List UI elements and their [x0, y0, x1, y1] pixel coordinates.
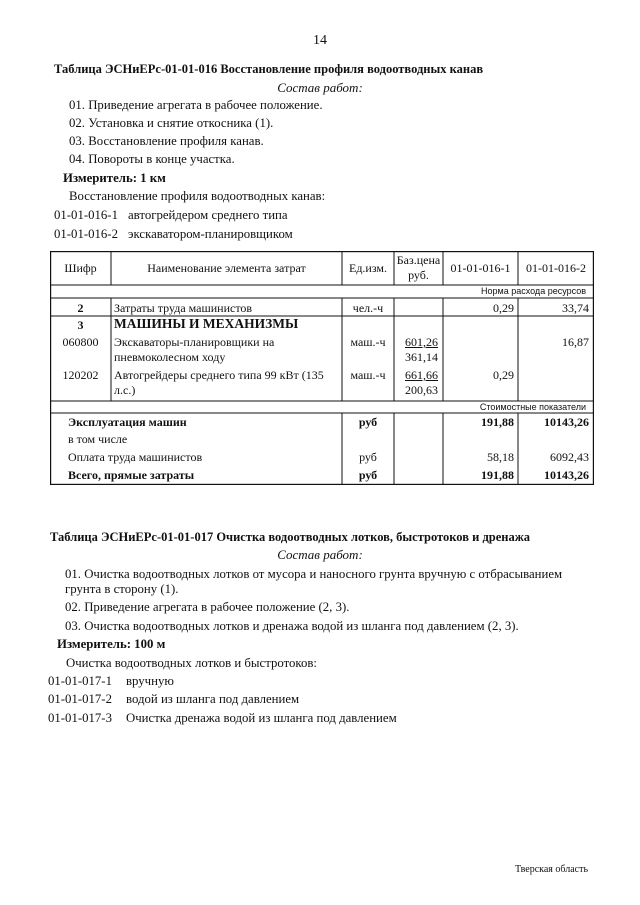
table2-composition-heading: Состав работ: [277, 547, 363, 562]
row-labor-v1: 0,29 [493, 301, 514, 315]
table2-code-2-desc: водой из шланга под давлением [126, 692, 300, 706]
col-cipher-header: Шифр [64, 261, 97, 275]
table1-step-3: 03. Восстановление профиля канав. [69, 134, 264, 148]
col-unit-header: Ед.изм. [348, 261, 388, 275]
table2-step-1-line-2: грунта в сторону (1). [65, 582, 179, 596]
footer-region: Тверская область [515, 864, 589, 875]
table2-code-1-desc: вручную [126, 674, 174, 688]
table1-code-1: 01-01-016-1 [54, 208, 118, 222]
page-number: 14 [313, 33, 327, 48]
table1-measure-desc: Восстановление профиля водоотводных канав: [69, 189, 326, 203]
row-grader-unit: маш.-ч [350, 368, 386, 382]
row-excavator-name-l1: Экскаваторы-планировщики на [114, 335, 275, 349]
row-total-name: Всего, прямые затраты [68, 468, 195, 482]
col-c2-header: 01-01-016-2 [526, 261, 586, 275]
table1-measure: Измеритель: 1 км [63, 171, 166, 185]
table1-grid [50, 251, 594, 485]
row-grader-name-l1: Автогрейдеры среднего типа 99 кВт (135 [114, 368, 324, 382]
row-excavator-price-bottom: 361,14 [405, 350, 438, 364]
row-exploit-v1: 191,88 [481, 415, 514, 429]
table2-code-2: 01-01-017-2 [48, 692, 112, 706]
row-total-v1: 191,88 [481, 468, 514, 482]
row-exploit-name: Эксплуатация машин [68, 415, 187, 429]
table2-code-1: 01-01-017-1 [48, 674, 112, 688]
row-labor-v2: 33,74 [562, 301, 589, 315]
row-grader-v1: 0,29 [493, 368, 514, 382]
row-incl-name: в том числе [68, 432, 128, 446]
col-c1-header: 01-01-016-1 [450, 261, 511, 275]
row-pay-v2: 6092,43 [550, 450, 589, 464]
section-machines-title: МАШИНЫ И МЕХАНИЗМЫ [114, 316, 299, 331]
table2-step-1-line-1: 01. Очистка водоотводных лотков от мусора и наносного грунта вручную с отбрасыванием [65, 567, 563, 581]
row-labor-cipher: 2 [77, 301, 84, 315]
table1-step-2: 02. Установка и снятие откосника (1). [69, 116, 274, 130]
row-labor-unit: чел.-ч [352, 301, 384, 315]
col-name-header: Наименование элемента затрат [147, 261, 306, 275]
row-total-v2: 10143,26 [544, 468, 589, 482]
table2-title: Таблица ЭСНиЕРс-01-01-017 Очистка водоотводных лотков, быстротоков и дренажа [50, 530, 531, 544]
table2-measure-desc: Очистка водоотводных лотков и быстротоков: [66, 656, 317, 670]
col-price-header-l1: Баз.цена [396, 253, 441, 267]
table1-title: Таблица ЭСНиЕРс-01-01-016 Восстановление профиля водоотводных канав [54, 62, 484, 76]
row-labor-name: Затраты труда машинистов [114, 301, 253, 315]
row-grader-name-l2: л.с.) [114, 383, 136, 397]
table2-step-2: 02. Приведение агрегата в рабочее положение (2, 3). [65, 600, 350, 614]
row-excavator-price-top: 601,26 [405, 335, 438, 349]
row-pay-unit: руб [359, 450, 377, 464]
row-pay-name: Оплата труда машинистов [68, 450, 203, 464]
row-excavator-name-l2: пневмоколесном ходу [114, 350, 226, 364]
table1-step-4: 04. Повороты в конце участка. [69, 152, 235, 166]
table1-code-1-desc: автогрейдером среднего типа [128, 208, 288, 222]
row-grader-price-top: 661,66 [405, 368, 438, 382]
row-excavator-v2: 16,87 [562, 335, 589, 349]
row-pay-v1: 58,18 [487, 450, 514, 464]
row-excavator-unit: маш.-ч [350, 335, 386, 349]
table1-code-2: 01-01-016-2 [54, 227, 118, 241]
table1-composition-heading: Состав работ: [277, 80, 363, 95]
row-exploit-v2: 10143,26 [544, 415, 589, 429]
row-grader-price-bottom: 200,63 [405, 383, 438, 397]
row-total-unit: руб [358, 468, 378, 482]
table2-code-3-desc: Очистка дренажа водой из шланга под давлением [126, 711, 397, 725]
table1-code-2-desc: экскаватором-планировщиком [128, 227, 293, 241]
table2-code-3: 01-01-017-3 [48, 711, 112, 725]
row-grader-cipher: 120202 [62, 368, 99, 382]
section-machines-cipher: 3 [77, 318, 84, 332]
col-price-header-l2: руб. [408, 268, 429, 282]
cost-label: Стоимостные показатели [479, 402, 586, 412]
table2-measure: Измеритель: 100 м [57, 637, 166, 651]
norm-label: Норма расхода ресурсов [481, 286, 586, 296]
table1-step-1: 01. Приведение агрегата в рабочее положение. [69, 98, 323, 112]
row-excavator-cipher: 060800 [62, 335, 99, 349]
table2-step-3: 03. Очистка водоотводных лотков и дренажа водой из шланга под давлением (2, 3). [65, 619, 519, 633]
row-exploit-unit: руб [358, 415, 378, 429]
